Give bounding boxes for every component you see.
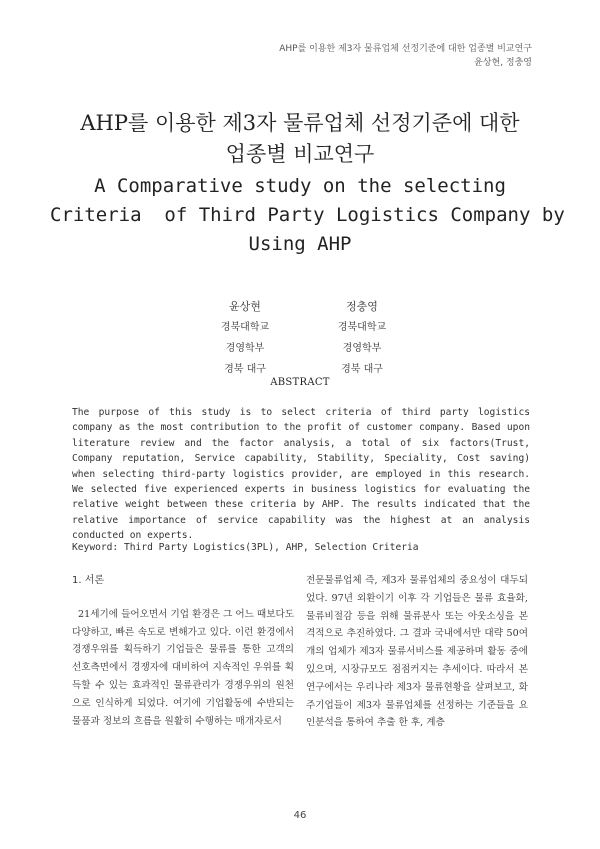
author-name: 윤상현 <box>229 300 261 313</box>
running-head <box>279 42 532 70</box>
author-school: 경영학부 <box>225 343 265 354</box>
author-university: 경북대학교 <box>337 322 387 333</box>
author-school: 경영학부 <box>342 343 382 354</box>
author-university: 경북대학교 <box>220 322 270 333</box>
keyword-line: Keyword: Third Party Logistics(3PL), AHP, Selection Criteria <box>72 542 419 553</box>
running-head-title: AHP를 이용한 제3자 물류업체 선정기준에 대한 업종별 비교연구 <box>279 44 532 54</box>
page-number: 46 <box>293 810 307 821</box>
body-column-left <box>72 572 294 730</box>
body-paragraph: 전문물류업체 즉, 제3자 물류업체의 중요성이 대두되었다. 97년 외환이기 이후 각 기업들은 물류 효율화, 물류비절감 등을 위해 물류분사 또는 아웃소싱을 본격적으로 추진하였다. 그 결과 국내에서만 대략 50여개의 업체가 제3자 물류서비스를 제공하며 활동 중에 있으며, 시장규모도 점점커지는 추세이다. 따라서 본 연구에서는 우리나라 제3자 물류현황을 살펴보고, 화주기업들이 제3자 물류업체를 선정하는 기준들을 요인분석을 통하여 추출 한 후, 계층 <box>306 575 528 729</box>
english-title-line-1: A Comparative study on the selecting <box>94 175 506 197</box>
running-head-authors: 윤상현, 정충영 <box>474 58 532 68</box>
korean-title-line-1: AHP를 이용한 제3자 물류업체 선정기준에 대한 <box>80 111 520 135</box>
author-name: 정충영 <box>346 300 378 313</box>
body-paragraph: 21세기에 들어오면서 기업 환경은 그 어느 때보다도 다양하고, 빠른 속도로 변해가고 있다. 이런 환경에서 경쟁우위를 획득하기 기업들은 물류를 통한 고객의 선호측면에서 경쟁자에 대비하여 지속적인 우위를 획득할 수 있는 효과적인 물류관리가 경쟁우위의 원천으로 인식하게 되었다. 여기에 기업활동에 수반되는 물품과 정보의 흐름을 원활히 수행하는 매개자로서 <box>72 608 294 727</box>
author-2 <box>282 296 442 380</box>
author-location: 경북 대구 <box>341 364 383 375</box>
english-title <box>50 172 565 259</box>
author-location: 경북 대구 <box>224 364 266 375</box>
korean-title-line-2: 업종별 비교연구 <box>225 142 375 166</box>
abstract-body: The purpose of this study is to select criteria of third party logistics company as the most contribution to the profit of customer company. Based upon literature review and the factor analysis, a total of six factors(Trust, Company reputation, Service capability, Stability, Speciality, Cost saving) when selecting third-party logistics provider, are employed in this research. We selected five experienced experts in business logistics for evaluating the relative weight between these criteria by AHP. The results indicated that the relative importance of service capability was the highest at an analysis conducted on experts. <box>72 407 530 542</box>
abstract-heading: ABSTRACT <box>270 377 330 388</box>
english-title-line-2: Criteria of Third Party Logistics Company by <box>50 204 565 226</box>
section-heading: 1. 서론 <box>72 575 105 586</box>
english-title-line-3: Using AHP <box>248 233 352 255</box>
korean-title <box>60 108 540 170</box>
body-column-right <box>306 572 528 732</box>
